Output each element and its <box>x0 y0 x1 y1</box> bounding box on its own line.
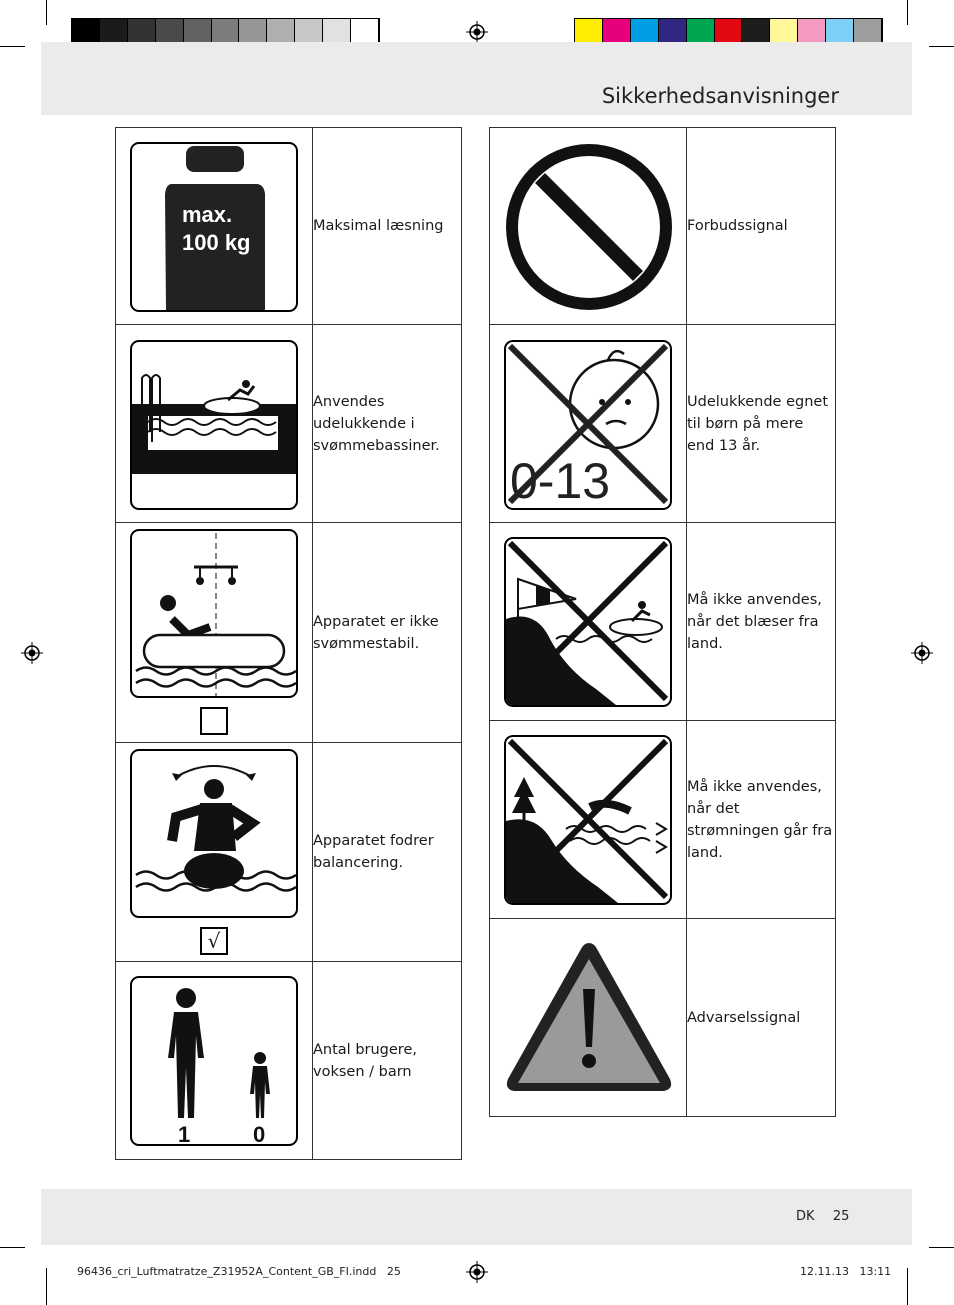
table-row <box>116 743 462 962</box>
page-number: 25 <box>832 1209 850 1224</box>
symbol-label: Advarselssignal <box>687 919 836 1117</box>
max-weight-icon <box>130 142 298 312</box>
symbol-label: Må ikke anvendes, når det blæser fra land. <box>687 523 836 721</box>
slug-date: 12.11.13 13:11 <box>800 1265 892 1278</box>
symbol-label: Maksimal læsning <box>313 128 462 325</box>
table-row <box>116 325 462 523</box>
page-footer <box>796 1209 849 1224</box>
child-count: 0 <box>253 1122 266 1144</box>
symbol-label: Anvendes udelukkende i svømmebassiner. <box>313 325 462 523</box>
table-row <box>490 523 836 721</box>
warning-icon <box>504 941 674 1093</box>
not-swim-aid-icon <box>130 529 298 698</box>
slug-filename: 96436_cri_Luftmatratze_Z31952A_Content_GB_FI.indd 25 <box>77 1265 401 1278</box>
checkbox-empty <box>200 707 228 735</box>
table-row <box>116 523 462 743</box>
offshore-current-icon <box>504 735 672 905</box>
table-row <box>116 128 462 325</box>
language-code: DK <box>796 1209 815 1224</box>
footer-band <box>41 1189 912 1245</box>
weight-line-1: max. <box>182 202 233 227</box>
symbol-label: Må ikke anvendes, når det strømningen går fra land. <box>687 721 836 919</box>
symbol-label: Apparatet er ikke svømmestabil. <box>313 523 462 743</box>
table-row <box>490 325 836 523</box>
registration-mark-icon <box>21 642 43 664</box>
symbol-label: Udelukkende egnet til børn på mere end 13 år. <box>687 325 836 523</box>
weight-line-2: 100 kg <box>182 230 251 255</box>
table-row <box>490 919 836 1117</box>
registration-mark-icon <box>466 1261 488 1283</box>
left-symbol-table <box>115 127 462 1160</box>
table-row <box>116 962 462 1160</box>
checkbox-checked: √ <box>200 927 228 955</box>
age-restriction-icon <box>504 340 672 510</box>
registration-mark-icon <box>911 642 933 664</box>
age-text: 0-13 <box>510 453 611 508</box>
offshore-wind-icon <box>504 537 672 707</box>
table-row <box>490 721 836 919</box>
page-title: Sikkerhedsanvisninger <box>601 84 839 108</box>
swimming-pool-icon <box>130 340 298 510</box>
symbol-label: Apparatet fodrer balancering. <box>313 743 462 962</box>
table-row <box>490 128 836 325</box>
symbol-label: Antal brugere, voksen / barn <box>313 962 462 1160</box>
right-symbol-table <box>489 127 836 1117</box>
users-icon <box>130 976 298 1146</box>
adult-count: 1 <box>178 1122 191 1144</box>
balance-icon <box>130 749 298 918</box>
symbol-label: Forbudssignal <box>687 128 836 325</box>
prohibition-icon <box>504 142 674 312</box>
registration-mark-icon <box>466 21 488 43</box>
